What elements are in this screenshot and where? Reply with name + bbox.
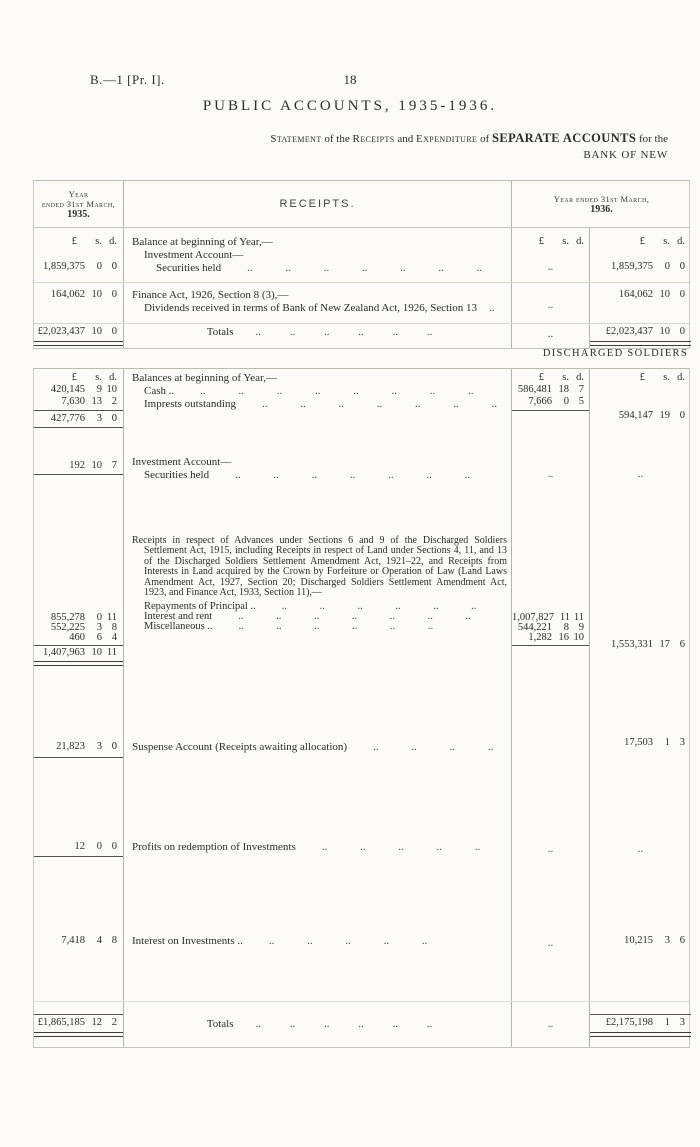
amt-pounds: 164,062 [618,289,653,300]
amount-1935 [34,384,123,396]
cell-1936-total [589,369,691,444]
sum-rule [512,645,589,646]
cell-1936-total [589,228,691,282]
description-line [132,262,507,275]
cell-1936-detail [511,1002,589,1047]
amt-shillings: 10 [91,647,102,658]
cell-1936-total [589,673,691,791]
pence-label: d. [109,236,117,247]
double-rule [34,1032,123,1037]
cell-description [123,444,511,534]
amt-pence: 3 [679,737,685,748]
description-text: Miscellaneous .. [144,621,213,633]
amt-pence: 5 [578,396,584,407]
amt-pounds: 1,407,963 [43,647,85,658]
sum-rule [512,410,589,411]
cell-1936-total [589,283,691,323]
document-reference: B.—1 [Pr. I]. [90,72,165,87]
dot-leader: .. .. .. .. .. .. [238,621,434,633]
dot-leader: .. .. .. .. .. .. .. .. [200,385,474,397]
dot-leader: .. .. .. .. [373,741,494,753]
amt-shillings: 19 [659,410,670,421]
amt-pence: 0 [679,289,685,300]
pound-sign: £ [639,236,645,247]
shillings-label: s. [562,236,569,247]
sum-rule [34,645,123,646]
pound-sign: £ [639,372,645,383]
cell-1935-amount [34,891,123,1001]
currency-header [34,236,123,248]
amt-pounds: 17,503 [624,737,653,748]
empty-value-dots: .. [637,843,644,855]
amt-shillings: 13 [91,396,102,407]
amt-shillings: 10 [91,460,102,471]
amt-shillings: 0 [664,261,670,272]
amt-shillings: 3 [664,935,670,946]
dot-leader: .. .. .. .. .. [268,935,428,947]
amt-pounds: 420,145 [50,384,85,395]
amount-1935 [34,935,123,947]
subtitle-part: Statement [270,133,322,145]
totals-line [132,326,507,339]
amt-pence: 0 [679,261,685,272]
amt-pounds: 586,481 [517,384,552,395]
description-text: Repayments of Principal .. [144,601,256,613]
amt-pounds: £2,023,437 [37,326,85,337]
table-row-balance [34,228,689,282]
sum-rule [34,856,123,857]
header-year: 1936. [590,203,613,215]
cell-1936-total [589,444,691,534]
pence-label: d. [677,372,685,383]
cell-description [123,673,511,791]
subtitle-part: of the [321,133,353,145]
amt-pence: 4 [111,632,117,643]
dot-leader: .. .. .. .. .. .. .. [238,611,471,623]
amount-1936 [512,384,589,396]
sum-rule [34,410,123,411]
table-row-opening-balances [34,369,689,444]
amount-1935 [34,261,123,273]
amt-shillings: 12 [91,1017,102,1028]
empty-value-dots: .. [547,843,554,855]
cell-1936-detail [511,369,589,444]
amt-pence: 0 [111,741,117,752]
cell-description [123,534,511,673]
cell-1936-detail [511,791,589,891]
amt-pence: 2 [111,1017,117,1028]
pence-label: d. [109,372,117,383]
cell-1935-total [34,324,123,348]
amt-pence: 0 [111,326,117,337]
cell-1936-detail [511,283,589,323]
amt-shillings: 0 [96,612,102,623]
pound-sign: £ [538,372,544,383]
description-paragraph: Receipts in respect of Advances under Sections 6 and 9 of the Discharged Soldiers Settlement Act, 1915, including Receipts in respect of Land under Sections 4, 11, and 13 of the Discharged Soldiers Settlement Amendment Act, 1921–22, and Receipts from Interests in Land acquired by the Crown by Forfeiture or Operation of Law (Land Laws Amendment Act, 1927, Section 20; Discharged Soldiers Settlement Amendment Act, 1923, and Finance Act, 1933, Section 11),— [132,535,507,599]
amount-1935 [34,841,123,853]
table-row-profits-redemption [34,791,689,891]
amt-pence: 0 [679,410,685,421]
subtitle-part: Expenditure [416,133,478,145]
cell-1936-total [589,1002,691,1047]
cell-1936-detail [511,534,589,673]
amt-pence: 0 [111,413,117,424]
amt-pence: 7 [578,384,584,395]
amount-1936 [590,737,691,749]
amt-shillings: 4 [96,935,102,946]
receipts-label: RECEIPTS. [279,198,356,210]
amt-pounds: 594,147 [618,410,653,421]
amt-shillings: 0 [96,261,102,272]
amt-pence: 0 [111,261,117,272]
currency-header [34,372,123,384]
amt-pounds: 427,776 [50,413,85,424]
col-header-receipts [123,181,511,227]
cell-description [123,891,511,1001]
shillings-label: s. [562,372,569,383]
subtitle-part: Receipts [352,133,395,145]
amount-1936 [512,396,589,408]
amt-pounds: 1,859,375 [611,261,653,272]
amt-pence: 10 [106,384,117,395]
cell-1935-amount [34,369,123,444]
amt-shillings: 0 [96,841,102,852]
cell-description [123,228,511,282]
amt-pounds: 7,418 [61,935,85,946]
amount-1936 [590,289,691,301]
amount-1935-total [34,1017,123,1029]
section-heading-discharged-soldiers: DISCHARGED SOLDIERS [542,348,688,359]
amt-shillings: 18 [558,384,569,395]
amt-pounds: 1,553,331 [611,639,653,650]
amt-pence: 2 [111,396,117,407]
amount-1935-subtotal [34,413,123,425]
double-rule [34,661,123,666]
amount-1936-subtotal [590,410,691,422]
table-row-interest-investments [34,891,689,1001]
amount-1936 [590,935,691,947]
currency-header [512,236,589,248]
amt-shillings: 0 [563,396,569,407]
cell-1936-detail [511,673,589,791]
totals-label: Totals [206,1018,234,1030]
dot-leader: .. [488,302,495,314]
description-line [132,935,507,948]
cell-1936-total [589,791,691,891]
cell-1935-total [34,1002,123,1047]
dot-leader: .. .. .. .. .. .. [255,1018,433,1030]
dot-leader: .. .. .. .. .. .. .. [247,262,483,274]
shillings-label: s. [663,236,670,247]
cell-description [123,1002,511,1047]
amt-pence: 6 [679,639,685,650]
amt-pence: 0 [111,841,117,852]
cell-1936-total [589,891,691,1001]
description-text: Profits on redemption of Investments [132,841,296,853]
amt-shillings: 6 [96,632,102,643]
amt-pounds: 164,062 [50,289,85,300]
amt-pence: 0 [111,289,117,300]
header-line: ended 31st March, [41,198,116,209]
amt-shillings: 10 [91,326,102,337]
amt-pounds: 855,278 [50,612,85,623]
description-text: Interest and rent [144,611,213,623]
amt-pounds: 7,630 [61,396,85,407]
table-row-suspense-account [34,673,689,791]
amt-shillings: 3 [96,741,102,752]
amt-pence: 3 [679,1017,685,1028]
cell-description [123,283,511,323]
sum-rule [34,474,123,475]
amt-pounds: 10,215 [624,935,653,946]
description-line [132,302,507,315]
amt-pence: 11 [573,612,584,623]
amount-1935 [34,289,123,301]
amt-pounds: 1,282 [528,632,552,643]
cell-1935-amount [34,283,123,323]
description-text: Suspense Account (Receipts awaiting allocation) [132,741,348,753]
sum-rule [34,427,123,428]
table-row-advances-receipts [34,534,689,673]
sum-rule [34,757,123,758]
col-header-1935 [34,181,123,227]
empty-value-dots: .. [547,468,554,480]
pound-sign: £ [71,236,77,247]
amt-pence: 0 [679,326,685,337]
description-line: Investment Account— [144,249,244,261]
amount-1935 [34,633,123,643]
pence-label: d. [576,236,584,247]
amt-pounds: 460 [69,632,85,643]
description-line [132,385,507,398]
currency-header [512,372,589,384]
shillings-label: s. [95,372,102,383]
description-line: Balance at beginning of Year,— [132,236,273,248]
totals-label: Totals [206,326,234,338]
cell-1935-amount [34,444,123,534]
cell-description [123,791,511,891]
currency-header [590,236,691,248]
description-line [132,622,507,632]
statement-subtitle-continued: BANK OF NEW [583,149,668,161]
amount-1935-total [34,326,123,338]
table-row-totals [34,1001,689,1047]
empty-value-dots: .. [547,328,554,340]
description-line [132,841,507,854]
amt-shillings: 11 [559,612,570,623]
amt-shillings: 10 [91,289,102,300]
description-text: Securities held [144,469,210,481]
amt-shillings: 1 [664,1017,670,1028]
amount-1936-total [590,1017,691,1029]
shillings-label: s. [95,236,102,247]
description-line [132,469,507,482]
double-rule [590,341,691,346]
table-row-totals [34,323,689,348]
empty-value-dots: .. [637,468,644,480]
amt-shillings: 1 [664,737,670,748]
table-row-investment-account [34,444,689,534]
currency-header [590,372,691,384]
amount-1935-subtotal [34,648,123,658]
totals-line [132,1018,507,1031]
amt-pence: 9 [578,622,584,633]
description-line: Balances at beginning of Year,— [132,372,277,384]
amount-1935 [34,460,123,472]
amt-shillings: 10 [659,289,670,300]
amt-shillings: 17 [659,639,670,650]
table-row-finance-act [34,282,689,323]
amount-1936 [590,261,691,273]
subtitle-part: of [477,133,493,145]
description-text: Securities held [156,262,222,274]
cell-description [123,324,511,348]
description-text: Interest on Investments .. [132,935,243,947]
amt-shillings: 16 [558,632,569,643]
cell-1935-amount [34,791,123,891]
amt-pounds: 192 [69,460,85,471]
subtitle-part: for the [636,133,668,145]
amount-1935 [34,741,123,753]
amt-shillings: 3 [96,413,102,424]
statement-subtitle [270,131,668,146]
pound-sign: £ [538,236,544,247]
amt-shillings: 3 [96,622,102,633]
amt-pounds: £1,865,185 [37,1017,85,1028]
amt-pounds: 544,221 [517,622,552,633]
description-line: Investment Account— [132,456,232,468]
receipts-table-bank [33,180,690,349]
amt-pence: 11 [106,647,117,658]
amt-pounds: 1,007,827 [512,612,554,623]
amt-pence: 8 [111,622,117,633]
empty-value-dots: .. [547,299,554,311]
col-header-1936 [511,181,691,227]
header-line: Year ended 31st March, [553,193,650,204]
subtitle-separate-accounts: SEPARATE ACCOUNTS [492,131,637,145]
description-text: Cash .. [144,385,175,397]
amt-pounds: 552,225 [50,622,85,633]
amt-pounds: 1,859,375 [43,261,85,272]
description-text: Imprests outstanding [144,398,236,410]
cell-1936-total [589,324,691,348]
double-rule [590,1032,691,1037]
subtitle-part: and [394,133,416,145]
header-year: 1935. [67,208,90,220]
pence-label: d. [576,372,584,383]
dot-leader: .. .. .. .. .. .. [255,326,433,338]
empty-value-dots: .. [547,937,554,949]
shillings-label: s. [663,372,670,383]
amt-pounds: 21,823 [56,741,85,752]
cell-description [123,369,511,444]
amount-1936-subtotal [590,640,691,650]
cell-1935-amount [34,228,123,282]
description-line [132,398,507,411]
pound-sign: £ [71,372,77,383]
amount-1936-total [590,326,691,338]
amt-pence: 10 [573,632,584,643]
amt-pounds: 7,666 [528,396,552,407]
dot-leader: .. .. .. .. .. .. .. [261,398,497,410]
sum-rule [34,1014,123,1015]
dot-leader: .. .. .. .. .. .. .. [235,469,471,481]
cell-1936-detail [511,228,589,282]
receipts-table-discharged-soldiers [33,368,690,1048]
amount-1936 [512,633,589,643]
amt-shillings: 8 [563,622,569,633]
pence-label: d. [677,236,685,247]
empty-value-dots: .. [547,1018,554,1030]
description-line [132,741,507,754]
dot-leader: .. .. .. .. .. [321,841,481,853]
amt-shillings: 9 [96,384,102,395]
double-rule [34,341,123,346]
amount-1935 [34,396,123,408]
cell-1936-detail [511,444,589,534]
cell-1935-amount [34,673,123,791]
description-text: Dividends received in terms of Bank of New Zealand Act, 1926, Section 13 [144,302,477,314]
table-header-row [34,181,689,228]
amt-pounds: £2,023,437 [605,326,653,337]
cell-1936-detail [511,891,589,1001]
amt-pence: 11 [106,612,117,623]
dot-leader: .. .. .. .. .. .. [281,601,477,613]
page-number: 18 [343,72,357,87]
amt-pence: 6 [679,935,685,946]
cell-1935-amount [34,534,123,673]
sum-rule [590,1014,691,1015]
amt-pounds: 12 [74,841,85,852]
header-line: Year [68,188,89,199]
description-line: Finance Act, 1926, Section 8 (3),— [132,289,289,301]
amt-pence: 7 [111,460,117,471]
cell-1936-detail [511,324,589,348]
amt-shillings: 10 [659,326,670,337]
amt-pence: 8 [111,935,117,946]
amt-pounds: £2,175,198 [605,1017,653,1028]
empty-value-dots: .. [547,261,554,273]
cell-1936-total [589,534,691,673]
page-title: PUBLIC ACCOUNTS, 1935-1936. [202,98,498,114]
